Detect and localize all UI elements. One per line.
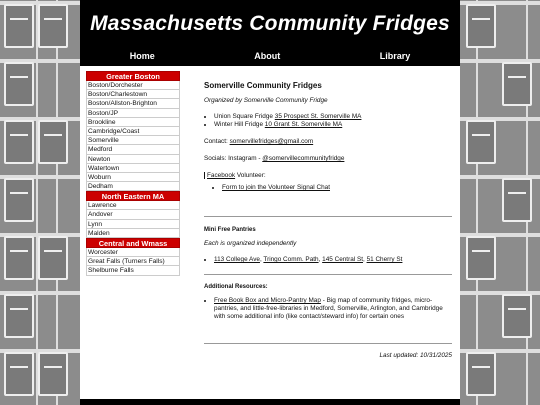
fridge-icon bbox=[466, 352, 496, 396]
sidebar-item-lawrence[interactable]: Lawrence bbox=[86, 201, 180, 210]
instagram-link[interactable]: @somervillecommunityfridge bbox=[262, 155, 345, 162]
fridge-address-link[interactable]: 10 Grant St. Somerville MA bbox=[264, 121, 343, 128]
organizer-text: Organized by Somerville Community Fridge bbox=[204, 97, 328, 104]
pantries-title: Mini Free Pantries bbox=[204, 227, 256, 233]
sidebar-item-newton[interactable]: Newton bbox=[86, 155, 180, 164]
main-content bbox=[204, 82, 452, 360]
fridge-icon bbox=[4, 236, 34, 280]
location-sidebar bbox=[86, 71, 180, 276]
fridge-icon bbox=[38, 352, 68, 396]
sidebar-item-dedham[interactable]: Dedham bbox=[86, 182, 180, 191]
list-item bbox=[222, 184, 452, 192]
fridge-icon bbox=[502, 62, 532, 106]
sidebar-item-somerville[interactable]: Somerville bbox=[86, 136, 180, 145]
fridge-list bbox=[204, 113, 452, 129]
pantry-list bbox=[204, 256, 452, 264]
site-header bbox=[80, 0, 460, 66]
sidebar-item-watertown[interactable]: Watertown bbox=[86, 164, 180, 173]
fridge-icon bbox=[4, 352, 34, 396]
divider bbox=[204, 216, 452, 217]
list-item: • Union Square Fridge 35 Prospect St. Somerville MA bbox=[214, 113, 452, 121]
resources-title: Additional Resources: bbox=[204, 284, 268, 290]
sidebar-item-brookline[interactable]: Brookline bbox=[86, 118, 180, 127]
contact-email-link[interactable]: somervillefridges@gmail.com bbox=[229, 138, 314, 145]
sidebar-item-boston-jp[interactable]: Boston/JP bbox=[86, 109, 180, 118]
sidebar-header-central-wmass: Central and Wmass bbox=[86, 238, 180, 248]
fridge-icon bbox=[38, 4, 68, 48]
contact-line: Contact: somervillefridges@gmail.com bbox=[204, 138, 314, 145]
pantry-link[interactable]: 51 Cherry St bbox=[366, 256, 403, 263]
divider bbox=[204, 343, 452, 344]
sidebar-item-andover[interactable]: Andover bbox=[86, 210, 180, 219]
resource-map-link[interactable]: Free Book Box and Micro-Pantry Map bbox=[214, 297, 321, 304]
nav-library[interactable]: Library bbox=[379, 51, 411, 61]
fridge-icon bbox=[4, 120, 34, 164]
pantries-note: Each is organized independently bbox=[204, 240, 297, 247]
sidebar-item-cambridge-coast[interactable]: Cambridge/Coast bbox=[86, 127, 180, 136]
fridge-icon bbox=[4, 294, 34, 338]
volunteer-form-link[interactable]: Form to join the Volunteer Signal Chat bbox=[222, 184, 330, 191]
fridge-icon bbox=[466, 4, 496, 48]
facebook-link[interactable]: Facebook bbox=[207, 172, 236, 179]
sidebar-item-boston-dorchester[interactable]: Boston/Dorchester bbox=[86, 81, 180, 90]
list-item: • Winter Hill Fridge 10 Grant St. Somerville MA bbox=[214, 121, 452, 129]
fridge-icon bbox=[4, 4, 34, 48]
list-item: • Free Book Box and Micro-Pantry Map - Big map of community fridges, micro-pantries, and little-free-libraries in Medford, Somerville, Arlington, and Cambridge with some additional info (like contact/steward info) for certain ones bbox=[214, 297, 452, 321]
fridge-icon bbox=[4, 178, 34, 222]
sidebar-item-boston-allston-brighton[interactable]: Boston/Allston-Brighton bbox=[86, 99, 180, 108]
sidebar-item-shelburne-falls[interactable]: Shelburne Falls bbox=[86, 266, 180, 275]
sidebar-item-lynn[interactable]: Lynn bbox=[86, 220, 180, 229]
page-container bbox=[80, 0, 460, 405]
sidebar-header-north-eastern-ma: North Eastern MA bbox=[86, 191, 180, 201]
fridge-icon bbox=[502, 178, 532, 222]
nav-home[interactable]: Home bbox=[129, 51, 155, 61]
list-item: • 113 College Ave, Tringo Comm. Path, 145 Central St, 51 Cherry St bbox=[214, 256, 452, 264]
sidebar-item-medford[interactable]: Medford bbox=[86, 145, 180, 154]
pantry-link[interactable]: 113 College Ave bbox=[214, 256, 260, 263]
sidebar-item-malden[interactable]: Malden bbox=[86, 229, 180, 238]
page-title: Somerville Community Fridges bbox=[204, 81, 322, 90]
facebook-volunteer-line: Facebook Volunteer: bbox=[204, 172, 452, 180]
nav-about[interactable]: About bbox=[254, 51, 281, 61]
pantry-link[interactable]: Tringo Comm. Path bbox=[263, 256, 319, 263]
fridge-address-link[interactable]: 35 Prospect St. Somerville MA bbox=[274, 113, 362, 120]
sidebar-item-worcester[interactable]: Worcester bbox=[86, 248, 180, 257]
pantry-link[interactable]: 145 Central St bbox=[322, 256, 363, 263]
main-nav bbox=[80, 51, 460, 65]
fridge-icon bbox=[38, 236, 68, 280]
fridge-icon bbox=[38, 120, 68, 164]
sidebar-item-boston-charlestown[interactable]: Boston/Charlestown bbox=[86, 90, 180, 99]
divider bbox=[204, 274, 452, 275]
fridge-icon bbox=[4, 62, 34, 106]
sidebar-item-great-falls[interactable]: Great Falls (Turners Falls) bbox=[86, 257, 180, 266]
last-updated: Last updated: 10/31/2025 bbox=[379, 352, 452, 359]
site-title: Massachusetts Community Fridges bbox=[90, 12, 450, 35]
footer-bar bbox=[80, 399, 460, 405]
sidebar-item-woburn[interactable]: Woburn bbox=[86, 173, 180, 182]
volunteer-list bbox=[204, 184, 452, 192]
fridge-icon bbox=[466, 236, 496, 280]
fridge-icon bbox=[502, 294, 532, 338]
fridge-icon bbox=[466, 120, 496, 164]
socials-line: Socials: Instagram - @somervillecommunityfridge bbox=[204, 155, 345, 162]
sidebar-header-greater-boston: Greater Boston bbox=[86, 71, 180, 81]
resource-list bbox=[204, 297, 452, 321]
